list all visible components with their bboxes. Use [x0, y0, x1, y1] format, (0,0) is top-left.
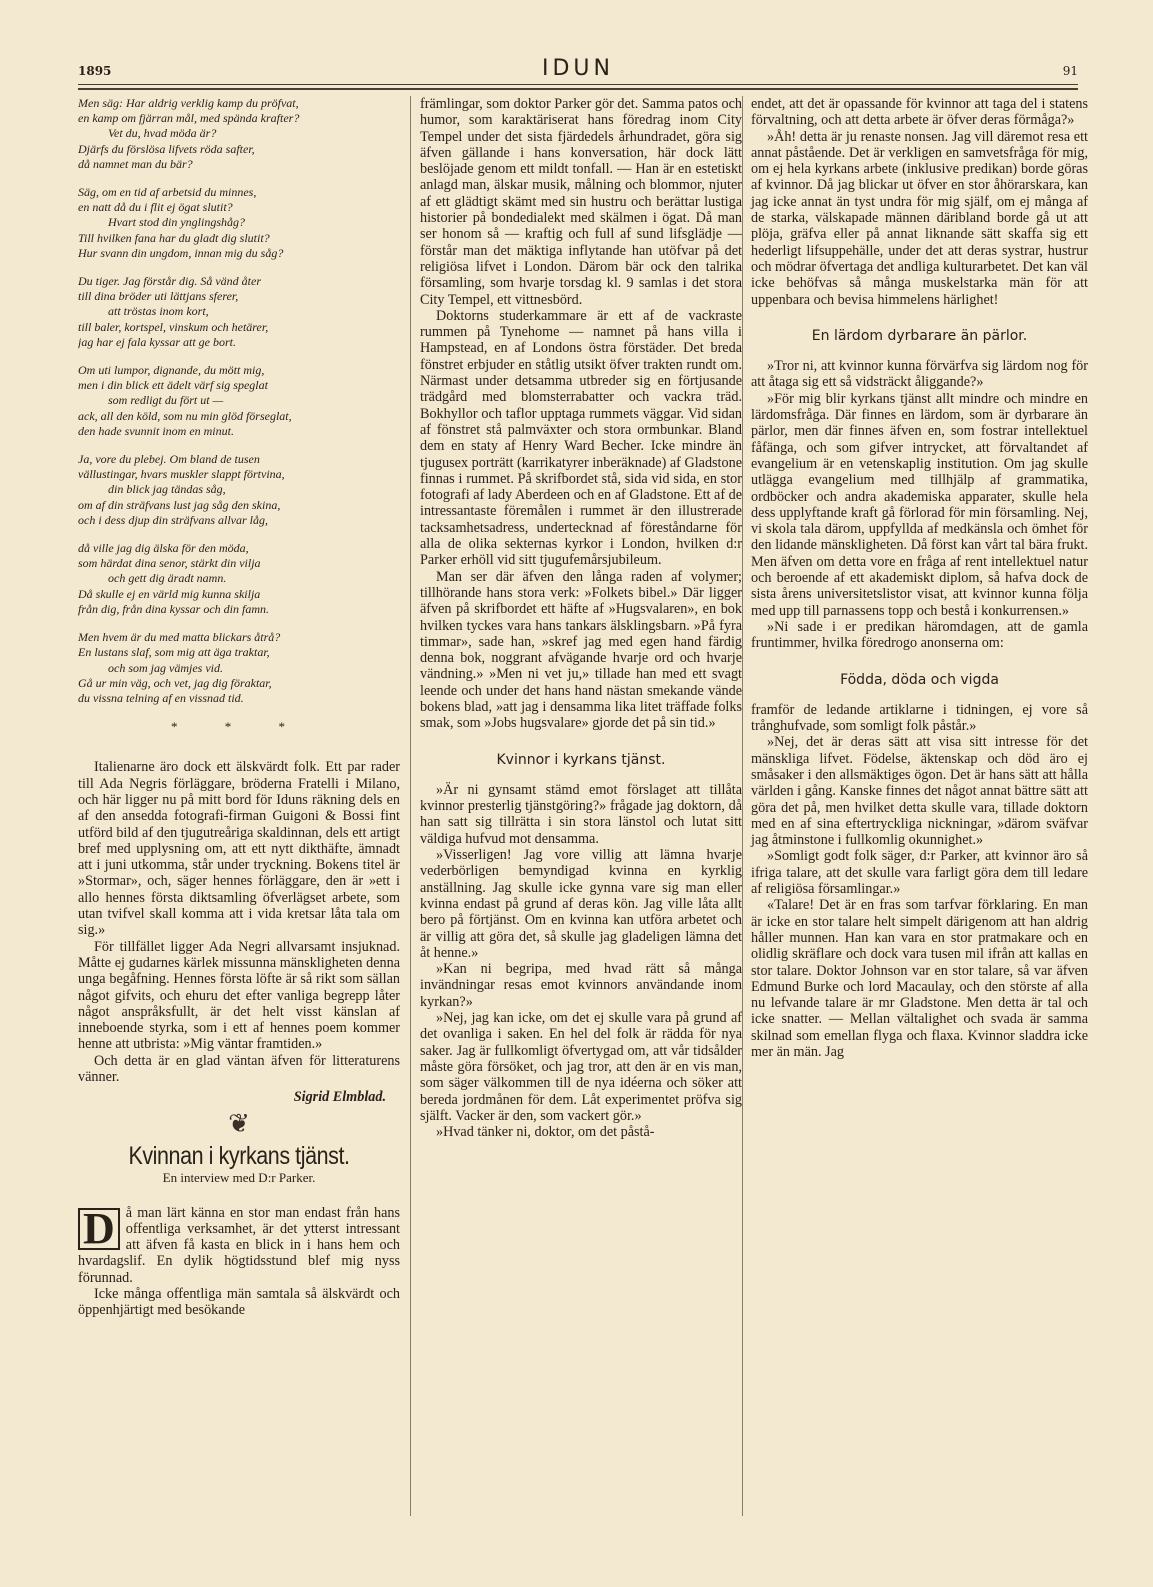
poem-line: då namnet man du bär? — [78, 156, 193, 171]
poem-line: då ville jag dig älska för den möda, — [78, 541, 249, 556]
paragraph: «Talare! Det är en fras som tarfvar förklaring. En man är icke en stor talare helt simpelt därigenom att han aldrig håller munnen. Han kan vara en stor pratmakare och en olidlig skräflare och dock vara tusen mil ifrån att kallas en stor talare. Doktor Johnson var en stor talare, så var äfven Edmund Burke och lord Macaulay, och den störste af alla nu lefvande talare är mr Gladstone. Men detta är tal och icke snatter. — Mellan vältalighet och svada är samma skilnad som emellan flyga och flaxa. Kvinnor sladdra icke mer än män. Jag — [751, 897, 1088, 1061]
poem-line: en kamp om fjärran mål, med spända krafter? — [78, 111, 300, 126]
poem-line: Hvart stod din ynglingshåg? — [108, 215, 245, 230]
paragraph: »Nej, det är deras sätt att visa sitt intresse för det mänskliga lifvet. Födelse, äktenskap och död äro ej småsaker i den allsmäktiges ögon. Det är hans sätt att hålla världen i gång. Kanske finnes det något annat bättre sätt att göra det på, men hvilket detta skulle vara, tillade doktorn med en af sina eftertryckliga nickningar, »därom sväfvar jag åtminstone i fullkomlig okunnighet.» — [751, 734, 1088, 849]
poem-line: Men hvem är du med matta blickars åtrå? — [78, 630, 281, 645]
poem-line: ack, all den köld, som nu min glöd förseglat, — [78, 408, 292, 423]
poem-line: till dina bröder uti lättjans sferer, — [78, 289, 239, 304]
paragraph: Doktorns studerkammare är ett af de vackraste rummen på Tynehome — namnet på hans villa i Hampstead, en af Londons östra förstäder. Det breda fönstret erbjuder en ståtlig utsikt öfver trakten rundt om. Närmast under detsamma utbreder sig en förtjusande trädgård med blomsterrabatter och vackra träd. Bokhyllor och taflor upptaga rummets väggar. Vid sidan af fönstret stå palmväxter och stora ormbunkar. Bland dem en staty af Henry Ward Becher. Icke mindre än tjugusex porträtt (karrikatyrer inberäknade) af Gladstone finnas i rummet. På skrifbordet stå, sida vid sida, en stor fotografi af lady Aberdeen och en af Gladstone. Ett af de intressantaste föremålen i rummet är den illustrerade tacksamhetsadress, undertecknad af föreståndarne för alla de olika sekternas kyrkor i London, hvilken d:r Parker erhöll vid sitt tjugufemårsjubileum. — [420, 307, 742, 569]
section-stars: * * * — [171, 719, 307, 735]
poem-line: som härdat dina senor, stärkt din vilja — [78, 556, 261, 571]
paragraph: »Ni sade i er predikan häromdagen, att de gamla fruntimmer, hvilka föredrogo anonserna om: — [751, 618, 1088, 652]
poem-line: till baler, kortspel, vinskum och hetärer, — [78, 319, 269, 334]
section-heading: Kvinnor i kyrkans tjänst. — [496, 751, 666, 768]
poem-line: Då skulle ej en värld mig kunna skilja — [78, 586, 261, 601]
poem-line: om af din sträfvans lust jag såg den skina, — [78, 497, 281, 512]
poem-line: Om uti lumpor, dignande, du mött mig, — [78, 363, 265, 378]
header-year: 1895 — [78, 64, 112, 78]
paragraph: »Är ni gynsamt stämd emot förslaget att tillåta kvinnor presterlig tjänstgöring?» frågade jag doktorn, då han satt sig tillrätta i sin stora länstol och lutat sitt väldiga hufvud mot densamma. — [420, 781, 742, 847]
poem-line: från dig, från dina kyssar och din famn. — [78, 601, 269, 616]
poem-line: Säg, om en tid af arbetsid du minnes, — [78, 185, 257, 200]
section-heading: En lärdom dyrbarare än pärlor. — [811, 327, 1028, 344]
poem-line: Djärfs du förslösa lifvets röda safter, — [78, 141, 255, 156]
paragraph: endet, att det är opassande för kvinnor att taga del i statens förvaltning, och att detta arbete är öfver deras förmåga?» — [751, 96, 1088, 129]
intro-text: å man lärt känna en stor man endast från hans offentliga verksamhet, är det ytterst intressant att äfven få kasta en blick in i hans hem och hvardagslif. En dylik högtidsstund blef mig nyss förunnad. — [78, 1204, 400, 1286]
paragraph: »Kan ni begripa, med hvad rätt så många invändningar resas emot kvinnors användande inom kyrkan?» — [420, 961, 742, 1010]
poem-line: och som jag vämjes vid. — [108, 660, 223, 675]
poem-line: Men säg: Har aldrig verklig kamp du pröfvat, — [78, 96, 299, 110]
drop-cap: D — [78, 1208, 120, 1250]
poem-line: vällustingar, hvars muskler slappt förtvina, — [78, 467, 285, 482]
poem-line: Till hvilken fana har du gladt dig slutit? — [78, 230, 270, 245]
paragraph: »Tror ni, att kvinnor kunna förvärfva sig lärdom nog för att åtaga sig ett så vidsträckt åliggande?» — [751, 358, 1088, 391]
poem-stanza — [78, 541, 400, 617]
poem-line: den hade svunnit inom en minut. — [78, 423, 234, 438]
poem-line: Hur svann din ungdom, innan mig du såg? — [78, 245, 284, 260]
poem-line: jag har ej fala kyssar att ge bort. — [78, 334, 236, 349]
paragraph: »För mig blir kyrkans tjänst allt mindre och mindre en lärdomsfråga. Där finnes en lärdom, som är dyrbarare än pärlor, men där finnes äfven en, som fostrar intellektuel fåfänga, och som gifver intrycket, att förvaltandet af evangelium är en vetenskaplig institution. Om jag skulle utlägga evangelium med tillhjälp af grammatika, ordböcker och andra akademiska apparater, skulle hela dess upplyftande kraft gå förlorad för min församling. Nej, vi skola tala därom, uppfyllda af medkänsla och ömhet för den lidande mänskligheten. Då först kan vårt tal bära frukt. Men äfven om detta vore en fråga af rent intellektuel natur och beroende af ett akademiskt diplom, så hafva dock de sista årens universitetslistor visat, att kvinnor kunna följa med upp till parnassens topp och bestå i konkurrensen.» — [751, 390, 1088, 619]
poem-stanza — [78, 274, 400, 350]
paragraph: »Åh! detta är ju renaste nonsen. Jag vill däremot resa ett annat påstående. Det är verkligen en samvetsfråga för mig, om ej hela kyrkans arbete (inklusive predikan) borde göras af kvinnor. Då jag blickar ut öfver en stor åhörarskara, kan jag icke annat än tyst undra för mig själf, om ej många af de starka, välskapade männen däribland borde gå ut att plöja, gräfva eller på annat liknande sätt skaffa sig ett hederligt lifsuppehälle, under det att deras systrar, hustrur och mödrar öfvertaga det andliga kulturarbetet. Det kan väl icke behöfvas så många muskelstarka män för att uppenbara och bevisa himmelens härlighet! — [751, 128, 1088, 308]
poem-line: En lustans slaf, som mig att äga traktar, — [78, 645, 270, 660]
page-number: 91 — [1062, 64, 1078, 78]
poem-stanza — [78, 185, 400, 261]
article-subtitle: En interview med D:r Parker. — [162, 1170, 316, 1186]
header-rule-top — [78, 84, 1078, 85]
column-2 — [410, 96, 742, 1516]
paragraph: Italienarne äro dock ett älskvärdt folk. Ett par rader till Ada Negris förläggare, bröderna Fratelli i Milano, och här ligger nu på mitt bord för Iduns räkning dels en af den ansedda fotografi-firman Guigoni & Bossi fint utförd bild af den tjugutreåriga skaldinnan, dels ett artigt bref med upplysning om, att ett nytt dikthäfte, ämnadt att i juni utkomma, står under tryckning. Bokens titel är »Stormar», och, säger hennes förläggare, den är »ett i allo hennes första diktsamling öfverlägset arbete, som utan tvifvel skall komma att i vida kretsar låta tala om sig.» — [78, 759, 400, 939]
poem-line: som redligt du fört ut — — [108, 393, 224, 408]
poem-line: en natt då du i flit ej ögat slutit? — [78, 200, 233, 215]
poem-line: Du tiger. Jag förstår dig. Så vänd åter — [78, 274, 261, 289]
paragraph: Icke många offentliga män samtala så älskvärdt och öppenhjärtigt med besökande — [78, 1286, 400, 1319]
paragraph: »Somligt godt folk säger, d:r Parker, att kvinnor äro så ifriga talare, att det skulle vara farligt göra dem till ledare af religiösa församlingar.» — [751, 848, 1088, 898]
article-title: Kvinnan i kyrkans tjänst. — [128, 1141, 350, 1170]
poem-line: och gett dig äradt namn. — [108, 571, 227, 586]
poem-line: Ja, vore du plebej. Om bland de tusen — [78, 452, 260, 467]
paragraph: främlingar, som doktor Parker gör det. Samma patos och humor, som karaktäriserat hans föredrag inom City Tempel under det sista fjärdedels århundradet, göra sig äfven gällande i hans konversation, här dock lätt beslöjade genom ett mildt tonfall. — Han är en estetiskt anlagd man, älskar musik, målning och blommor, njuter af ett glädtigt skämt med sin hustru och berättar lustiga historier på bondedialekt med skälmen i ögat. Då man ser honom så — kraftig och full af sund lifsglädje — förstår man det mäktiga inflytande han utöfvar på det religiösa lifvet i London. Därom bär ock den talrika församling, som hvarje torsdag kl. 9 samlas i det stora City Tempel, ett vittnesbörd. — [420, 96, 742, 308]
paragraph: »Nej, jag kan icke, om det ej skulle vara på grund af det ovanliga i saken. En hel del folk är rädda för nya saker. Jag är fullkomligt öfvertygad om, att vår tidsålder måste göra försöket, och jag tror, att den är en vis man, som säger välkommen till de nya idéerna och söker att bereda jordmånen för dem. Låt experimentet pröfva sig själft. Vacker är den, som vackert gör.» — [420, 1010, 742, 1124]
paragraph: För tillfället ligger Ada Negri allvarsamt insjuknad. Måtte ej gudarnes kärlek missunna mänskligheten denna unga begåfning. Hennes första löfte är så rikt som sällan något gifvits, och ehuru det efter vanliga begrepp låter något anspråksfullt, är det helt visst känslan af inneboende styrka, som i ett af hennes poem kommer henne att utbrista: »Mig väntar framtiden.» — [78, 938, 400, 1053]
header-rule-bottom — [78, 88, 1078, 90]
poem-stanza — [78, 452, 400, 528]
poem-line: att tröstas inom kort, — [108, 304, 209, 319]
poem-stanza — [78, 630, 400, 706]
poem-line: du vissna telning af en vissnad tid. — [78, 690, 244, 705]
poem-line: din blick jag tändas såg, — [108, 482, 226, 497]
paragraph: »Hvad tänker ni, doktor, om det påstå- — [436, 1124, 655, 1141]
page-header — [78, 56, 1078, 86]
poem-line: Vet du, hvad möda är? — [108, 126, 217, 141]
column-1 — [78, 96, 400, 1516]
poem-line: Gå ur min väg, och vet, jag dig föraktar, — [78, 675, 272, 690]
poem-stanza — [78, 363, 400, 439]
paragraph: Man ser där äfven den långa raden af volymer; tillhörande hans stora verk: »Folkets bibel.» Där ligger äfven på skrifbordet ett häfte af »Hugsvalaren», en bok hvilken tyckes vara hans tankars älsklingsbarn. »På fyra timmar», sade han, »skref jag med egen hand färdig denna bok, noggrant afvägande hvarje ord och hvarje vändning.» »Men ni vet ju,» tillade han med ett svagt leende och under det hans hand nästan smekande vände bokens blad, »att jag i densamma lika litet träffade folks smak, som »Jobs hugsvalare» gjorde det på sin tid.» — [420, 568, 742, 732]
poem-stanza — [78, 96, 400, 172]
poem-line: och i dess djup din sträfvans allvar låg, — [78, 512, 268, 527]
paragraph: »Visserligen! Jag vore villig att lämna hvarje vederbörligen bemyndigad kvinna en kyrklig anställning. Jag skulle icke gynna vare sig man eller kvinna endast på grund af deras kön. Jag ville låta allt bero på förtjänst. Om en kvinna kan utföra arbetet och är villig att göra det, så skulle jag gladeligen lämna det åt henne.» — [420, 847, 742, 961]
ornament-icon: ❦ — [228, 1108, 250, 1138]
poem-line: men i din blick ett ädelt värf sig speglat — [78, 378, 268, 393]
section-heading: Födda, döda och vigda — [840, 671, 999, 688]
author-signature: Sigrid Elmblad. — [293, 1089, 386, 1106]
masthead-title: IDUN — [542, 56, 614, 81]
poem — [78, 96, 400, 706]
paragraph: framför de ledande artiklarne i tidningen, ej vore så trånghufvade, som somligt folk påstår.» — [751, 701, 1088, 735]
column-3 — [742, 96, 1088, 1516]
intro-paragraph — [78, 1205, 400, 1286]
paragraph: Och detta är en glad väntan äfven för litteraturens vänner. — [78, 1052, 400, 1086]
